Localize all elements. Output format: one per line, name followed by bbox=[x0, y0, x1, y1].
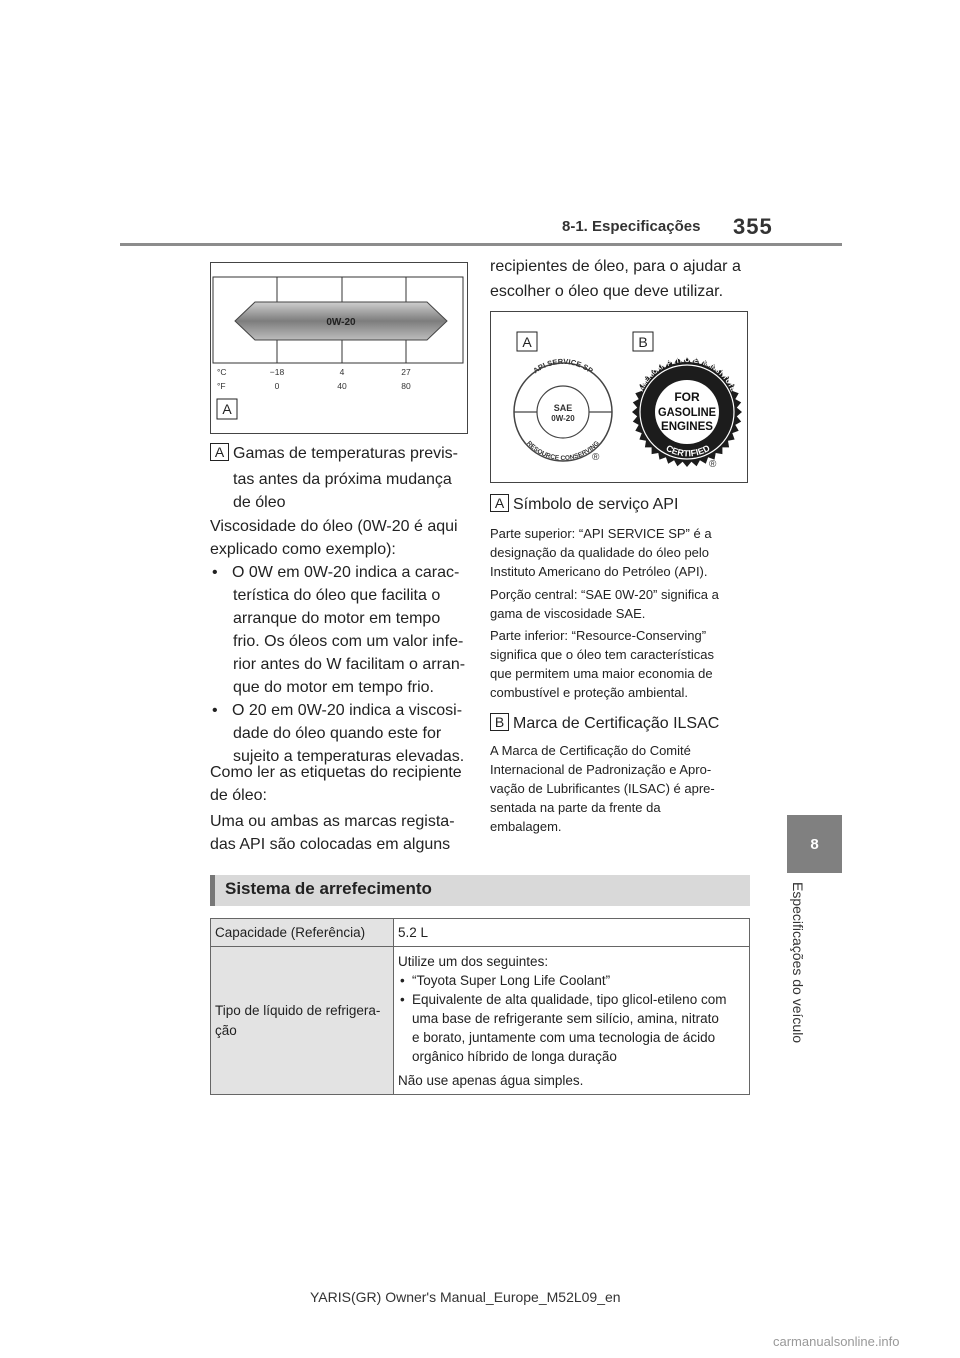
api-p2-line: gama de viscosidade SAE. bbox=[490, 606, 646, 621]
ilsac-line: sentada na parte da frente da bbox=[490, 800, 661, 815]
coolant-type-value bbox=[394, 947, 750, 1095]
viscosity-bullet-1 bbox=[210, 561, 468, 699]
capacity-label: Capacidade (Referência) bbox=[211, 919, 394, 947]
page-footer: YARIS(GR) Owner's Manual_Europe_M52L09_en bbox=[310, 1289, 621, 1305]
coolant-option-line: orgânico híbrido de longa duração bbox=[412, 1048, 617, 1064]
caption-a-line: tas antes da próxima mudança bbox=[233, 471, 452, 488]
viscosity-chart bbox=[211, 263, 467, 433]
oil-marks bbox=[491, 312, 747, 482]
callout-a: A bbox=[522, 334, 532, 350]
fahrenheit-unit: °F bbox=[217, 381, 226, 391]
chapter-label-text: Especificações do veículo bbox=[790, 882, 806, 1044]
api-paragraph-top bbox=[490, 524, 750, 581]
ilsac-center-gasoline: GASOLINE bbox=[658, 407, 717, 419]
viscosity-intro-line: explicado como exemplo): bbox=[210, 541, 396, 558]
coolant-option-line: uma base de refrigerante sem silício, amina, nitrato bbox=[412, 1010, 719, 1026]
page-number: 355 bbox=[733, 214, 773, 239]
continuation-line: recipientes de óleo, para o ajudar a bbox=[490, 258, 741, 275]
caption-a-badge: A bbox=[210, 443, 229, 461]
api-heading-badge: A bbox=[490, 494, 509, 512]
continuation-text bbox=[490, 255, 750, 303]
celsius-tick: −18 bbox=[269, 367, 285, 377]
bullet-dot: • bbox=[212, 702, 218, 719]
coolant-note: Não use apenas água simples. bbox=[398, 1072, 584, 1088]
bullet-line: frio. Os óleos com um valor infe- bbox=[233, 633, 464, 650]
table-row bbox=[211, 919, 750, 947]
coolant-options bbox=[398, 971, 745, 1066]
ilsac-paragraph bbox=[490, 741, 750, 836]
celsius-tick: 4 bbox=[339, 367, 345, 377]
caption-a-line: de óleo bbox=[233, 494, 286, 511]
viscosity-intro-line: Viscosidade do óleo (0W-20 é aqui bbox=[210, 518, 458, 535]
api-marks-text bbox=[210, 810, 468, 856]
ilsac-line: Internacional de Padronização e Apro- bbox=[490, 762, 712, 777]
ilsac-bottom-text: CERTIFIED bbox=[664, 442, 712, 459]
oil-label-figure bbox=[490, 311, 748, 483]
celsius-tick: 27 bbox=[401, 367, 411, 377]
bullet-line: arranque do motor em tempo bbox=[233, 610, 441, 627]
bullet-line: que do motor em tempo frio. bbox=[233, 679, 434, 696]
capacity-value: 5.2 L bbox=[394, 919, 750, 947]
bullet-line: terística do óleo que facilita o bbox=[233, 587, 441, 604]
api-marks-line: das API são colocadas em alguns bbox=[210, 836, 451, 853]
callout-a: A bbox=[222, 401, 232, 417]
ilsac-heading-badge: B bbox=[490, 713, 509, 731]
how-to-read-line: Como ler as etiquetas do recipiente bbox=[210, 764, 462, 781]
api-p3-line: combustível e proteção ambiental. bbox=[490, 685, 688, 700]
api-center-grade: 0W-20 bbox=[551, 414, 575, 423]
api-top-text: API SERVICE SP bbox=[531, 356, 595, 376]
api-marks-line: Uma ou ambas as marcas regista- bbox=[210, 813, 455, 830]
bullet-line: O 20 em 0W-20 indica a viscosi- bbox=[232, 702, 463, 719]
section-title: 8-1. Especificações bbox=[562, 218, 701, 235]
cooling-spec-table bbox=[210, 918, 750, 1095]
ilsac-heading bbox=[490, 712, 750, 735]
api-p1-line: Instituto Americano do Petróleo (API). bbox=[490, 564, 708, 579]
bullet-line: rior antes do W facilitam o arran- bbox=[233, 656, 466, 673]
watermark: carmanualsonline.info bbox=[773, 1334, 900, 1349]
api-p3-line: Parte inferior: “Resource-Conserving” bbox=[490, 628, 707, 643]
chapter-tab: 8 bbox=[787, 815, 842, 873]
continuation-line: escolher o óleo que deve utilizar. bbox=[490, 283, 724, 300]
api-heading bbox=[490, 493, 750, 516]
cooling-section-heading bbox=[210, 875, 750, 906]
registered-mark: ® bbox=[592, 452, 600, 463]
how-to-read-line: de óleo: bbox=[210, 787, 267, 804]
coolant-option-line: e borato, juntamente com uma tecnologia de ácido bbox=[412, 1029, 716, 1045]
ilsac-line: A Marca de Certificação do Comité bbox=[490, 743, 691, 758]
list-item: • “Toyota Super Long Life Coolant” bbox=[398, 971, 745, 990]
api-service-symbol bbox=[514, 357, 612, 463]
ilsac-center-engines: ENGINES bbox=[661, 421, 714, 433]
ilsac-certification-mark bbox=[632, 357, 742, 470]
caption-a bbox=[210, 442, 468, 514]
api-center-sae: SAE bbox=[553, 403, 573, 413]
api-p2-line: Porção central: “SAE 0W-20” significa a bbox=[490, 587, 719, 602]
coolant-option-line: • Equivalente de alta qualidade, tipo glicol-etileno com bbox=[412, 991, 727, 1007]
coolant-type-label bbox=[211, 947, 394, 1095]
celsius-unit: °C bbox=[217, 367, 227, 377]
cooling-section-title: Sistema de arrefecimento bbox=[225, 879, 432, 898]
fahrenheit-tick: 80 bbox=[401, 381, 411, 391]
viscosity-temperature-figure bbox=[210, 262, 468, 434]
ilsac-line: embalagem. bbox=[490, 819, 562, 834]
ilsac-line: vação de Lubrificantes (ILSAC) é apre- bbox=[490, 781, 715, 796]
ilsac-heading-text: Marca de Certificação ILSAC bbox=[513, 715, 720, 732]
ilsac-center-for: FOR bbox=[674, 390, 700, 404]
coolant-intro: Utilize um dos seguintes: bbox=[398, 953, 549, 969]
header-rule bbox=[120, 243, 842, 246]
table-row bbox=[211, 947, 750, 1095]
ilsac-ring-text: AMERICAN PETROLEUM INSTITUTE bbox=[637, 356, 737, 393]
registered-mark: ® bbox=[709, 459, 717, 470]
chapter-label bbox=[788, 882, 808, 1072]
bullet-line: dade do óleo quando este for bbox=[233, 725, 442, 742]
api-p3-line: que permitem uma maior economia de bbox=[490, 666, 713, 681]
coolant-type-label-line: Tipo de líquido de refrigera- bbox=[215, 1002, 381, 1018]
coolant-type-label-line: ção bbox=[215, 1022, 237, 1038]
api-p1-line: Parte superior: “API SERVICE SP” é a bbox=[490, 526, 712, 541]
fahrenheit-tick: 0 bbox=[274, 381, 280, 391]
api-paragraph-center bbox=[490, 585, 750, 623]
bullet-dot: • bbox=[212, 564, 218, 581]
viscosity-bullet-2 bbox=[210, 699, 468, 768]
band-label: 0W-20 bbox=[326, 317, 356, 328]
api-bottom-text: RESOURCE CONSERVING bbox=[525, 439, 601, 463]
caption-a-line: Gamas de temperaturas previs- bbox=[233, 445, 458, 462]
api-p3-line: significa que o óleo tem características bbox=[490, 647, 714, 662]
bullet-line: O 0W em 0W-20 indica a carac- bbox=[232, 564, 460, 581]
list-item bbox=[398, 990, 745, 1066]
bullet-line: sujeito a temperaturas elevadas. bbox=[233, 748, 465, 765]
callout-b: B bbox=[638, 334, 648, 350]
api-paragraph-bottom bbox=[490, 626, 750, 702]
how-to-read bbox=[210, 761, 468, 807]
fahrenheit-tick: 40 bbox=[337, 381, 347, 391]
api-p1-line: designação da qualidade do óleo pelo bbox=[490, 545, 710, 560]
viscosity-intro bbox=[210, 515, 468, 561]
api-heading-text: Símbolo de serviço API bbox=[513, 496, 679, 513]
